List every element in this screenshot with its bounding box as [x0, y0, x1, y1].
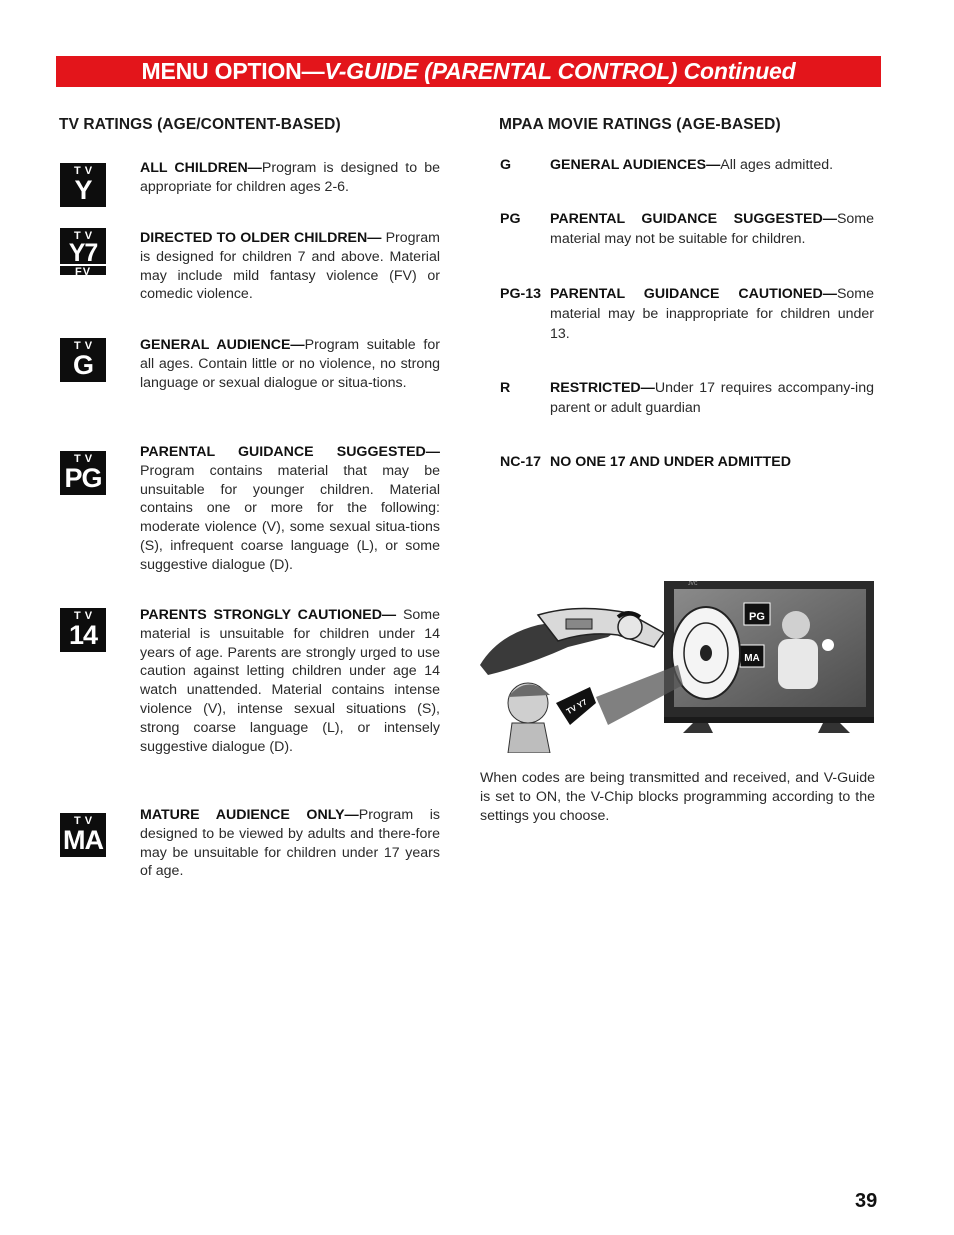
- page-number: 39: [855, 1190, 878, 1212]
- rating-desc: Program is designed to be appropriate for children ages 2-6.: [140, 160, 440, 195]
- title-plain: MENU OPTION—: [141, 58, 325, 84]
- v-chip-caption: When codes are being transmitted and received, and V-Guide is set to ON, the V-Chip blocks programming according to the settings you choose.: [480, 770, 875, 824]
- tv-14-rating-icon: TV 14: [60, 608, 106, 652]
- rating-desc: Some material is unsuitable for children under 14 years of age. Parents are strongly urged to use caution against letting children under age 14 watch unattended. Material contains intense violence (V), intense sexual situations (S), strong coarse language (L), or intensely suggestive dialogue (D).: [140, 607, 440, 755]
- rating-desc: Program is designed to be viewed by adults and there-fore may be unsuitable for children under 17 years of age.: [140, 807, 440, 880]
- rating-entry-tv-g: [140, 336, 440, 392]
- rating-term: PARENTS STRONGLY CAUTIONED—: [140, 607, 397, 623]
- tv-y7-arrow-icon: [556, 687, 596, 725]
- mpaa-code-pg13: PG-13: [500, 286, 542, 302]
- tv-y-rating-icon: TV Y: [60, 163, 106, 207]
- superhero-figure: [480, 608, 664, 675]
- tv-ratings-heading: TV RATINGS (AGE/CONTENT-BASED): [59, 116, 341, 133]
- rating-term: DIRECTED TO OLDER CHILDREN—: [140, 230, 382, 246]
- tv-y7-rating-icon: TV Y7 FV: [60, 228, 106, 275]
- rating-desc: Program contains material that may be unsuitable for younger children. Material contains one or more for the following: moderate violence (V), some sexual situa-tions (S), infrequent coarse language (L), or some suggestive dialogue (D).: [140, 462, 440, 573]
- mpaa-desc: All ages admitted.: [720, 157, 834, 173]
- mpaa-desc: Some material may not be suitable for children.: [550, 211, 874, 247]
- mpaa-entry-pg: [550, 209, 874, 249]
- child-figure: [508, 683, 550, 753]
- rating-entry-tv-14: [140, 606, 440, 756]
- svg-text:JVC: JVC: [688, 581, 698, 587]
- rating-entry-tv-y7: [140, 229, 440, 304]
- tv-pg-rating-icon: TV PG: [60, 451, 106, 495]
- mpaa-term: NO ONE 17 AND UNDER ADMITTED: [550, 454, 791, 470]
- mpaa-term: PARENTAL GUIDANCE SUGGESTED—: [550, 211, 837, 227]
- screen-badge-ma: MA: [744, 653, 760, 664]
- rating-term: ALL CHILDREN—: [140, 160, 262, 176]
- page-title-banner: [56, 56, 881, 87]
- mpaa-code-pg: PG: [500, 211, 521, 227]
- mpaa-entry-nc17: [550, 452, 874, 472]
- rating-desc: Program suitable for all ages. Contain little or no violence, no strong language or sexual dialogue or situa-tions.: [140, 337, 440, 391]
- mpaa-term: PARENTAL GUIDANCE CAUTIONED—: [550, 286, 837, 302]
- title-italic: V-GUIDE (PARENTAL CONTROL) Continued: [324, 58, 796, 84]
- v-chip-illustration: [478, 575, 878, 753]
- disc-badge-label: TV Y7: [564, 697, 589, 717]
- rating-entry-tv-ma: [140, 806, 440, 881]
- tv-g-rating-icon: TV G: [60, 338, 106, 382]
- mpaa-ratings-heading: MPAA MOVIE RATINGS (AGE-BASED): [499, 116, 781, 133]
- mpaa-desc: Some material may be inappropriate for children under 13.: [550, 286, 874, 342]
- rating-entry-tv-pg: [140, 443, 440, 575]
- mpaa-entry-pg13: [550, 284, 874, 344]
- rating-desc: Program is designed for children 7 and above. Material may include mild fantasy violence (FV) or comedic violence.: [140, 230, 440, 303]
- mpaa-term: RESTRICTED—: [550, 380, 655, 396]
- mpaa-entry-r: [550, 378, 874, 418]
- mpaa-term: GENERAL AUDIENCES—: [550, 157, 721, 173]
- rating-term: PARENTAL GUIDANCE SUGGESTED—: [140, 444, 440, 460]
- mpaa-code-r: R: [500, 380, 511, 396]
- rating-term: GENERAL AUDIENCE—: [140, 337, 305, 353]
- rating-entry-tv-y: [140, 159, 440, 197]
- mpaa-desc: Under 17 requires accompany-ing parent or adult guardian: [550, 380, 874, 416]
- mpaa-code-nc17: NC-17: [500, 454, 541, 470]
- mpaa-code-g: G: [500, 157, 512, 173]
- mpaa-entry-g: [550, 155, 874, 175]
- screen-badge-pg: PG: [749, 611, 765, 623]
- rating-term: MATURE AUDIENCE ONLY—: [140, 807, 359, 823]
- tv-ma-rating-icon: TV MA: [60, 813, 106, 857]
